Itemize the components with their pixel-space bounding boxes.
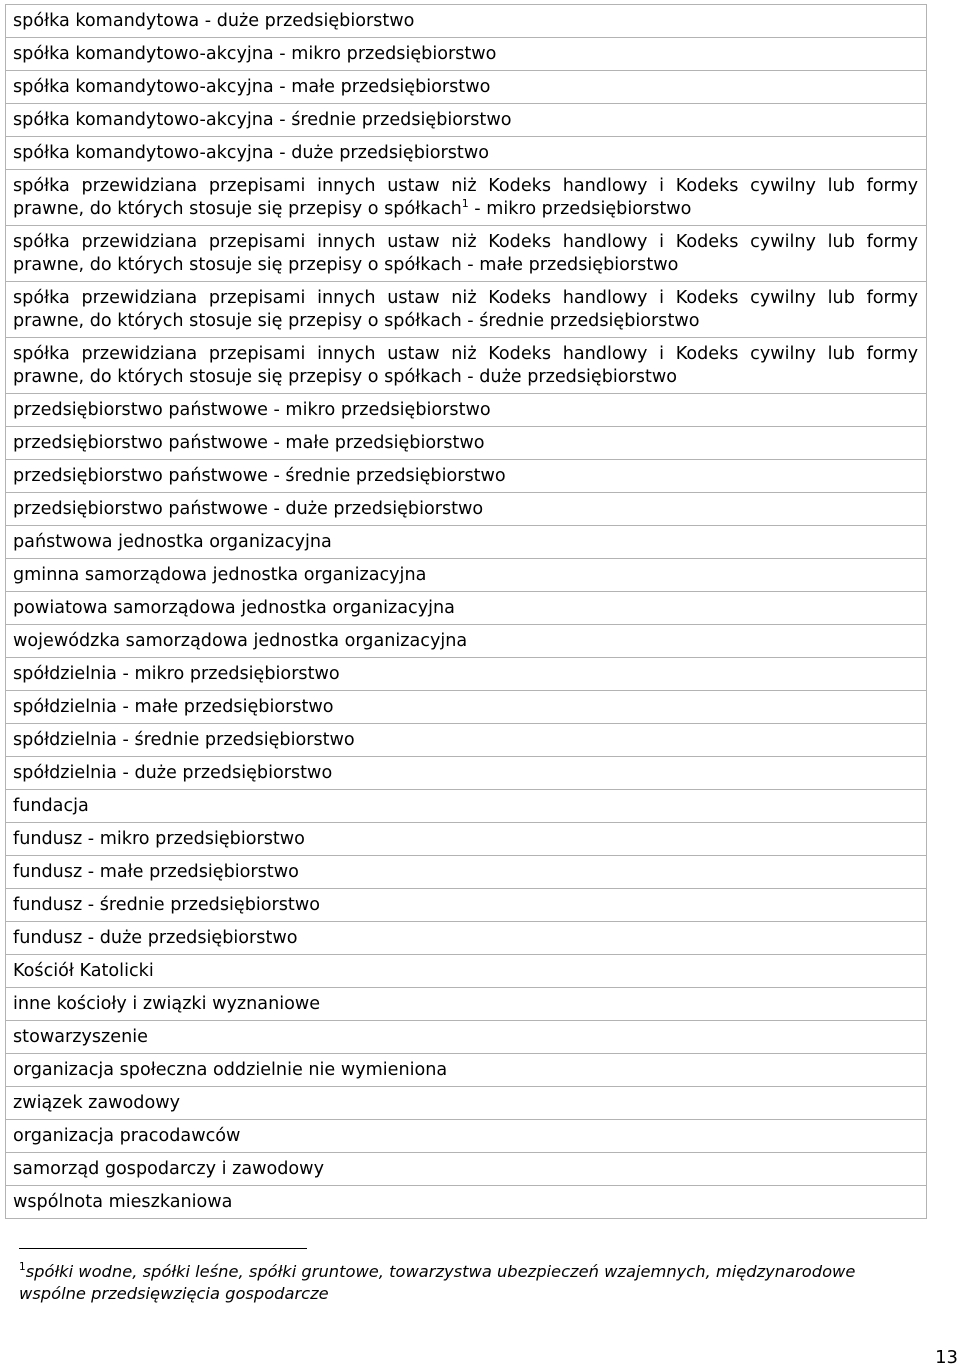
row-text: stowarzyszenie xyxy=(13,1027,148,1047)
footnote-text: spółki wodne, spółki leśne, spółki gruntowe, towarzystwa ubezpieczeń wzajemnych, międzynarodowe wspólne przedsięwzięcia gospodarcze xyxy=(19,1262,856,1303)
table-cell xyxy=(6,691,927,724)
table-row xyxy=(6,1186,927,1219)
table-cell xyxy=(6,5,927,38)
row-text: spółdzielnia - średnie przedsiębiorstwo xyxy=(13,730,355,750)
table-cell xyxy=(6,625,927,658)
table-cell xyxy=(6,1153,927,1186)
table-cell xyxy=(6,1021,927,1054)
table-row xyxy=(6,137,927,170)
table-row xyxy=(6,71,927,104)
table-row xyxy=(6,460,927,493)
table-cell xyxy=(6,338,927,394)
table-cell xyxy=(6,790,927,823)
row-text: wspólnota mieszkaniowa xyxy=(13,1192,233,1212)
row-text: spółdzielnia - mikro przedsiębiorstwo xyxy=(13,664,340,684)
footnote xyxy=(19,1261,924,1305)
footnote-reference: 1 xyxy=(461,197,469,210)
row-text: spółka komandytowo-akcyjna - średnie przedsiębiorstwo xyxy=(13,110,512,130)
table-cell xyxy=(6,526,927,559)
table-cell xyxy=(6,460,927,493)
table-cell xyxy=(6,427,927,460)
row-text: przedsiębiorstwo państwowe - duże przedsiębiorstwo xyxy=(13,499,484,519)
table-cell xyxy=(6,493,927,526)
table-row xyxy=(6,592,927,625)
legal-forms-table-body xyxy=(6,5,927,1219)
table-row xyxy=(6,1054,927,1087)
legal-forms-table xyxy=(5,4,927,1219)
row-text: spółka przewidziana przepisami innych ustaw niż Kodeks handlowy i Kodeks cywilny lub formy prawne, do których stosuje się przepisy o spółkach - duże przedsiębiorstwo xyxy=(13,344,918,387)
table-row xyxy=(6,5,927,38)
row-text: organizacja społeczna oddzielnie nie wymieniona xyxy=(13,1060,448,1080)
row-text: spółka przewidziana przepisami innych ustaw niż Kodeks handlowy i Kodeks cywilny lub formy prawne, do których stosuje się przepisy o spółkach - średnie przedsiębiorstwo xyxy=(13,288,918,331)
table-cell xyxy=(6,226,927,282)
table-cell xyxy=(6,394,927,427)
table-cell xyxy=(6,1054,927,1087)
row-text: powiatowa samorządowa jednostka organizacyjna xyxy=(13,598,455,618)
row-text: przedsiębiorstwo państwowe - średnie przedsiębiorstwo xyxy=(13,466,506,486)
table-cell xyxy=(6,1087,927,1120)
table-row xyxy=(6,338,927,394)
row-text: fundacja xyxy=(13,796,89,816)
table-cell xyxy=(6,658,927,691)
table-row xyxy=(6,104,927,137)
table-row xyxy=(6,1153,927,1186)
table-cell xyxy=(6,889,927,922)
table-row xyxy=(6,394,927,427)
table-row xyxy=(6,691,927,724)
row-text: państwowa jednostka organizacyjna xyxy=(13,532,332,552)
row-text: inne kościoły i związki wyznaniowe xyxy=(13,994,321,1014)
table-row xyxy=(6,1120,927,1153)
table-row xyxy=(6,282,927,338)
table-cell xyxy=(6,988,927,1021)
table-row xyxy=(6,922,927,955)
table-row xyxy=(6,823,927,856)
row-text: związek zawodowy xyxy=(13,1093,181,1113)
table-row xyxy=(6,1087,927,1120)
page-number: 13 xyxy=(935,1347,958,1368)
row-text: spółka komandytowo-akcyjna - duże przedsiębiorstwo xyxy=(13,143,489,163)
table-cell xyxy=(6,282,927,338)
table-cell xyxy=(6,922,927,955)
table-cell xyxy=(6,1186,927,1219)
table-row xyxy=(6,658,927,691)
row-text: Kościół Katolicki xyxy=(13,961,154,981)
table-row xyxy=(6,757,927,790)
table-cell xyxy=(6,724,927,757)
row-text: wojewódzka samorządowa jednostka organizacyjna xyxy=(13,631,468,651)
table-row xyxy=(6,170,927,226)
table-cell xyxy=(6,856,927,889)
table-cell xyxy=(6,757,927,790)
table-cell xyxy=(6,1120,927,1153)
table-row xyxy=(6,955,927,988)
table-cell xyxy=(6,170,927,226)
table-cell xyxy=(6,71,927,104)
table-cell xyxy=(6,592,927,625)
row-text: przedsiębiorstwo państwowe - mikro przedsiębiorstwo xyxy=(13,400,491,420)
table-row xyxy=(6,226,927,282)
table-row xyxy=(6,526,927,559)
row-text: organizacja pracodawców xyxy=(13,1126,241,1146)
row-text: fundusz - mikro przedsiębiorstwo xyxy=(13,829,305,849)
table-row xyxy=(6,856,927,889)
table-row xyxy=(6,790,927,823)
table-cell xyxy=(6,559,927,592)
row-text: spółdzielnia - duże przedsiębiorstwo xyxy=(13,763,333,783)
table-row xyxy=(6,1021,927,1054)
row-text: przedsiębiorstwo państwowe - małe przedsiębiorstwo xyxy=(13,433,485,453)
table-row xyxy=(6,559,927,592)
table-cell xyxy=(6,38,927,71)
row-text: spółka komandytowo-akcyjna - mikro przedsiębiorstwo xyxy=(13,44,497,64)
table-cell xyxy=(6,955,927,988)
row-text: fundusz - duże przedsiębiorstwo xyxy=(13,928,298,948)
footnote-number: 1 xyxy=(19,1261,26,1273)
row-text: fundusz - średnie przedsiębiorstwo xyxy=(13,895,320,915)
table-cell xyxy=(6,823,927,856)
row-text: spółdzielnia - małe przedsiębiorstwo xyxy=(13,697,334,717)
row-text: spółka przewidziana przepisami innych ustaw niż Kodeks handlowy i Kodeks cywilny lub formy prawne, do których stosuje się przepisy o spółkach - małe przedsiębiorstwo xyxy=(13,232,918,275)
table-row xyxy=(6,724,927,757)
row-text: spółka komandytowo-akcyjna - małe przedsiębiorstwo xyxy=(13,77,491,97)
footnote-separator xyxy=(19,1248,307,1249)
row-text: samorząd gospodarczy i zawodowy xyxy=(13,1159,324,1179)
table-row xyxy=(6,988,927,1021)
table-row xyxy=(6,625,927,658)
row-text-continued: - mikro przedsiębiorstwo xyxy=(468,199,692,219)
table-row xyxy=(6,493,927,526)
row-text: spółka komandytowa - duże przedsiębiorstwo xyxy=(13,11,415,31)
table-cell xyxy=(6,137,927,170)
table-row xyxy=(6,38,927,71)
table-row xyxy=(6,889,927,922)
row-text: fundusz - małe przedsiębiorstwo xyxy=(13,862,299,882)
row-text: spółka przewidziana przepisami innych ustaw niż Kodeks handlowy i Kodeks cywilny lub formy prawne, do których stosuje się przepisy o spółkach xyxy=(13,176,918,219)
row-text: gminna samorządowa jednostka organizacyjna xyxy=(13,565,427,585)
table-row xyxy=(6,427,927,460)
table-cell xyxy=(6,104,927,137)
